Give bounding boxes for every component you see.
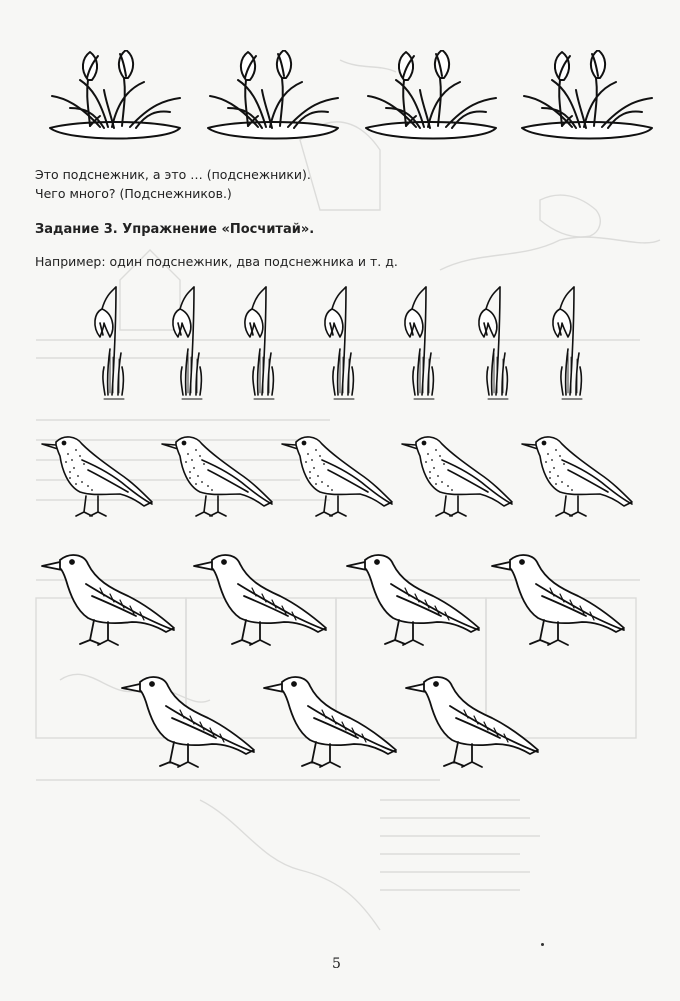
crow-illustration-7: [404, 672, 544, 777]
crocus-illustration-4: [512, 50, 662, 150]
crow-illustration-6: [262, 672, 402, 777]
snowdrop-illustration-2: [166, 283, 206, 408]
starling-illustration-3: [280, 430, 400, 525]
snowdrop-illustration-6: [472, 283, 512, 408]
crow-illustration-2: [192, 550, 332, 655]
crow-illustration-4: [490, 550, 630, 655]
starling-illustration-1: [40, 430, 160, 525]
snowdrop-illustration-5: [398, 283, 438, 408]
snowdrop-illustration-1: [88, 283, 128, 408]
crocus-illustration-2: [198, 50, 348, 150]
print-speck: [541, 943, 544, 946]
starling-illustration-2: [160, 430, 280, 525]
starling-illustration-4: [400, 430, 520, 525]
task-3-example: Например: один подснежник, два подснежника и т. д.: [35, 254, 398, 269]
caption-line-2: Чего много? (Подснежников.): [35, 186, 232, 201]
snowdrop-illustration-3: [238, 283, 278, 408]
snowdrop-illustration-7: [546, 283, 586, 408]
crocus-illustration-3: [356, 50, 506, 150]
page-number: 5: [332, 956, 341, 972]
crow-illustration-3: [345, 550, 485, 655]
crocus-illustration-1: [40, 50, 190, 150]
crow-illustration-5: [120, 672, 260, 777]
caption-line-1: Это подснежник, а это … (подснежники).: [35, 167, 311, 182]
starling-illustration-5: [520, 430, 640, 525]
snowdrop-illustration-4: [318, 283, 358, 408]
task-3-title: Задание 3. Упражнение «Посчитай».: [35, 222, 315, 237]
crow-illustration-1: [40, 550, 180, 655]
